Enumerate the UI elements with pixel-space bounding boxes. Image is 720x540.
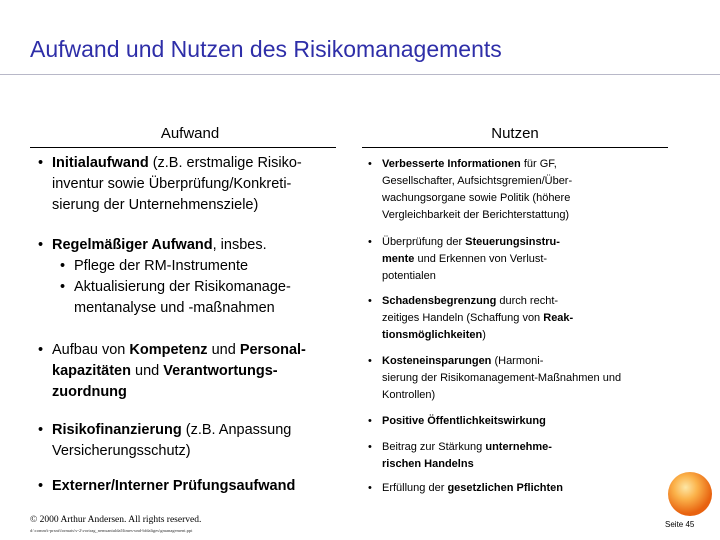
item-bold: mente — [382, 253, 415, 265]
sub-bullet: • — [60, 258, 66, 274]
item-bold: Positive Öffentlichkeitswirkung — [382, 415, 546, 427]
item-text: und — [207, 342, 240, 358]
item-bold: Personal- — [239, 342, 306, 358]
sub-bullet: • — [60, 279, 66, 295]
item-text: potentialen — [382, 270, 436, 282]
aufwand-item-initial — [38, 153, 348, 216]
sub-item — [38, 256, 348, 277]
item-bold: Schadensbegrenzung — [382, 295, 497, 307]
item-text: Gesellschafter, Aufsichtsgremien/Über- — [382, 175, 573, 187]
aufwand-item-competence — [38, 340, 348, 403]
nutzen-header-rule — [362, 147, 668, 148]
bullet: • — [368, 158, 372, 170]
item-bold: Verantwortungs- — [163, 363, 278, 379]
bullet: • — [368, 355, 372, 367]
item-text: für GF, — [520, 158, 557, 170]
bullet: • — [38, 342, 44, 358]
aufwand-item-financing — [38, 420, 348, 462]
nutzen-item-legal — [368, 480, 668, 497]
orange-sphere-logo — [666, 470, 714, 518]
file-path-text: d:\comm\t-prsnt\formats\v-2\vortrag_nemsantuldal\limes-und-bfdaliges\gmanagement.ppt — [30, 528, 193, 533]
bullet: • — [368, 482, 372, 494]
nutzen-item-damage — [368, 293, 668, 344]
item-text: mentanalyse und -maßnahmen — [74, 300, 275, 316]
nutzen-item-entrepreneurial — [368, 439, 668, 473]
item-text: sierung der Unternehmensziele) — [52, 197, 259, 213]
item-text: (z.B. erstmalige Risiko- — [148, 155, 302, 171]
item-text: sierung der Risikomanagement-Maßnahmen und — [382, 372, 622, 384]
bullet: • — [38, 478, 44, 494]
item-text: ) — [482, 329, 486, 341]
item-text: Erfüllung der — [382, 482, 448, 494]
item-text: und Erkennen von Verlust- — [414, 253, 548, 265]
page-number: Seite 45 — [665, 520, 695, 529]
item-text: Beitrag zur Stärkung — [382, 441, 486, 453]
nutzen-item-control — [368, 234, 668, 285]
item-text: Aktualisierung der Risikomanage- — [74, 279, 291, 295]
aufwand-item-audit — [38, 476, 348, 497]
item-bold: unternehme- — [485, 441, 552, 453]
nutzen-item-publicity — [368, 413, 668, 430]
item-bold: Kosteneinsparungen — [382, 355, 492, 367]
bullet: • — [368, 236, 372, 248]
bullet: • — [368, 441, 372, 453]
copyright-text: © 2000 Arthur Andersen. All rights reserved. — [30, 515, 202, 525]
bullet: • — [368, 415, 372, 427]
item-bold: Initialaufwand — [52, 155, 149, 171]
page-title: Aufwand und Nutzen des Risikomanagements — [30, 36, 502, 62]
item-bold: Verbesserte Informationen — [382, 158, 521, 170]
item-text: zeitiges Handeln (Schaffung von — [382, 312, 544, 324]
aufwand-header-rule — [30, 147, 336, 148]
item-bold: Reak- — [543, 312, 574, 324]
item-text: Überprüfung der — [382, 236, 466, 248]
item-text: inventur sowie Überprüfung/Konkreti- — [52, 176, 292, 192]
item-bold: kapazitäten — [52, 363, 131, 379]
item-text: Pflege der RM-Instrumente — [74, 258, 249, 274]
nutzen-header: Nutzen — [491, 125, 539, 142]
item-bold: Kompetenz — [129, 342, 208, 358]
item-text: durch recht- — [496, 295, 559, 307]
item-bold: tionsmöglichkeiten — [382, 329, 483, 341]
item-bold: Externer/Interner Prüfungsaufwand — [52, 478, 296, 494]
sub-item — [38, 277, 348, 298]
nutzen-item-costs — [368, 353, 668, 404]
item-text: Kontrollen) — [382, 389, 436, 401]
bullet: • — [38, 422, 44, 438]
item-bold: Steuerungsinstru- — [465, 236, 560, 248]
item-text: Aufbau von — [52, 342, 130, 358]
item-bold: gesetzlichen Pflichten — [447, 482, 563, 494]
aufwand-header: Aufwand — [160, 125, 220, 142]
bullet: • — [368, 295, 372, 307]
item-bold: Risikofinanzierung — [52, 422, 182, 438]
item-text: (z.B. Anpassung — [181, 422, 292, 438]
nutzen-item-information — [368, 156, 668, 224]
item-bold: rischen Handelns — [382, 458, 474, 470]
item-text: und — [130, 363, 164, 379]
item-text: Versicherungsschutz) — [52, 443, 191, 459]
item-text: (Harmoni- — [491, 355, 544, 367]
title-divider — [0, 74, 720, 75]
item-text: Vergleichbarkeit der Berichterstattung) — [382, 209, 570, 221]
item-bold: Regelmäßiger Aufwand — [52, 237, 213, 253]
item-bold: zuordnung — [52, 384, 127, 400]
aufwand-item-regular — [38, 235, 348, 319]
bullet: • — [38, 155, 44, 171]
item-text: , insbes. — [212, 237, 267, 253]
item-text: wachungsorgane sowie Politik (höhere — [382, 192, 571, 204]
bullet: • — [38, 237, 44, 253]
